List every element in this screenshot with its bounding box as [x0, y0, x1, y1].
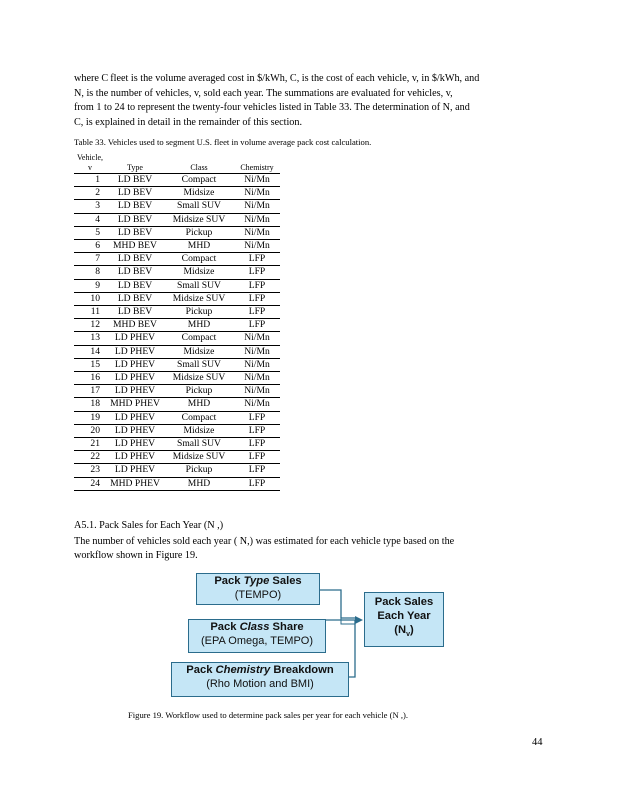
- cell-chemistry: Ni/Mn: [244, 213, 270, 225]
- header-vehicle: Vehicle, v: [77, 153, 103, 172]
- cell-type: LD BEV: [117, 306, 153, 318]
- pack-class-share-box: Pack Class Share (EPA Omega, TEMPO): [188, 619, 326, 653]
- cell-type: LD PHEV: [114, 438, 156, 450]
- cell-class: Pickup: [185, 306, 213, 318]
- intro-line-2: N, is the number of vehicles, v, sold each year. The summations are evaluated for vehicles, v,: [74, 87, 453, 99]
- cell-type: LD PHEV: [114, 464, 156, 476]
- header-class: Class: [190, 163, 208, 172]
- cell-class: Compact: [181, 253, 217, 265]
- cell-class: MHD: [187, 398, 211, 410]
- cell-class: MHD: [187, 240, 211, 252]
- cell-class: Small SUV: [177, 358, 221, 370]
- pack-type-sales-box: Pack Type Sales (TEMPO): [196, 573, 320, 605]
- cell-class: Small SUV: [177, 438, 221, 450]
- section-heading: A5.1. Pack Sales for Each Year (N ,): [74, 520, 224, 531]
- figure-caption: Figure 19. Workflow used to determine pack sales per year for each vehicle (N ,).: [128, 710, 409, 720]
- cell-class: Midsize: [183, 424, 215, 436]
- header-chemistry: Chemistry: [240, 163, 274, 172]
- cell-class: Midsize SUV: [172, 451, 226, 463]
- table-row: [74, 345, 280, 358]
- cell-type: MHD BEV: [113, 319, 157, 331]
- cell-vehicle: 7: [95, 253, 100, 265]
- cell-class: Pickup: [185, 226, 213, 238]
- cell-vehicle: 21: [90, 438, 100, 450]
- table-row: [74, 358, 280, 371]
- cell-vehicle: 2: [95, 187, 100, 199]
- cell-vehicle: 4: [95, 213, 100, 225]
- cell-chemistry: LFP: [248, 306, 266, 318]
- cell-class: Midsize SUV: [172, 213, 226, 225]
- cell-chemistry: LFP: [248, 424, 266, 436]
- cell-chemistry: LFP: [248, 451, 266, 463]
- cell-chemistry: LFP: [248, 266, 266, 278]
- table-row: [74, 411, 280, 424]
- cell-vehicle: 23: [90, 464, 100, 476]
- table-row: [74, 266, 280, 279]
- cell-class: Pickup: [185, 464, 213, 476]
- cell-vehicle: 22: [90, 451, 100, 463]
- cell-chemistry: LFP: [248, 292, 266, 304]
- cell-type: MHD BEV: [113, 240, 157, 252]
- cell-class: Midsize SUV: [172, 292, 226, 304]
- table-row: [74, 306, 280, 319]
- cell-class: Pickup: [185, 385, 213, 397]
- cell-vehicle: 10: [90, 292, 100, 304]
- cell-chemistry: LFP: [248, 253, 266, 265]
- table-row: [74, 451, 280, 464]
- section-paragraph: [74, 535, 454, 563]
- cell-vehicle: 9: [95, 279, 100, 291]
- table-row: [74, 477, 280, 490]
- cell-type: MHD PHEV: [110, 477, 160, 489]
- cell-chemistry: Ni/Mn: [244, 358, 270, 370]
- table-row: [74, 438, 280, 451]
- page-number: 44: [532, 737, 543, 748]
- table-row: [74, 319, 280, 332]
- cell-chemistry: Ni/Mn: [244, 398, 270, 410]
- pack-sales-each-year-box: Pack Sales Each Year $(N_v)$: [364, 592, 444, 647]
- intro-paragraph: [74, 72, 544, 130]
- table-body: [74, 174, 280, 491]
- table-row: [74, 200, 280, 213]
- cell-class: Midsize SUV: [172, 372, 226, 384]
- intro-line-3: from 1 to 24 to represent the twenty-four vehicles listed in Table 33. The determination of N, and: [74, 102, 470, 113]
- cell-class: Small SUV: [177, 200, 221, 212]
- cell-class: Compact: [181, 411, 217, 423]
- cell-type: LD BEV: [117, 200, 153, 212]
- section-line-2: workflow shown in Figure 19.: [74, 550, 198, 561]
- cell-type: LD BEV: [117, 253, 153, 265]
- table-row: [74, 226, 280, 239]
- table-row: [74, 332, 280, 345]
- cell-type: LD BEV: [117, 292, 153, 304]
- cell-class: Midsize: [183, 187, 215, 199]
- table-row: [74, 174, 280, 187]
- cell-class: Compact: [181, 332, 217, 344]
- cell-chemistry: Ni/Mn: [244, 187, 270, 199]
- table-row: [74, 279, 280, 292]
- cell-chemistry: Ni/Mn: [244, 174, 270, 185]
- cell-class: Compact: [181, 174, 217, 185]
- cell-vehicle: 20: [90, 424, 100, 436]
- cell-vehicle: 1: [95, 174, 100, 185]
- cell-chemistry: Ni/Mn: [244, 345, 270, 357]
- cell-type: LD BEV: [117, 266, 153, 278]
- cell-chemistry: Ni/Mn: [244, 240, 270, 252]
- cell-vehicle: 11: [90, 306, 100, 318]
- table-row: [74, 424, 280, 437]
- cell-chemistry: Ni/Mn: [244, 200, 270, 212]
- cell-type: LD BEV: [117, 213, 153, 225]
- table-header-row: [74, 153, 280, 174]
- section-line-1: The number of vehicles sold each year ( N,) was estimated for each vehicle type based on the: [74, 536, 455, 547]
- cell-vehicle: 16: [90, 372, 100, 384]
- cell-chemistry: LFP: [248, 411, 266, 423]
- table-row: [74, 213, 280, 226]
- cell-type: LD PHEV: [114, 385, 156, 397]
- pack-chemistry-breakdown-box: Pack Chemistry Breakdown (Rho Motion and BMI): [171, 662, 349, 697]
- cell-vehicle: 14: [90, 345, 100, 357]
- cell-vehicle: 3: [95, 200, 100, 212]
- cell-chemistry: LFP: [248, 279, 266, 291]
- cell-type: MHD PHEV: [110, 398, 160, 410]
- cell-class: MHD: [187, 319, 211, 331]
- table-row: [74, 372, 280, 385]
- cell-vehicle: 18: [90, 398, 100, 410]
- table-row: [74, 240, 280, 253]
- cell-chemistry: Ni/Mn: [244, 332, 270, 344]
- cell-vehicle: 6: [95, 240, 100, 252]
- cell-type: LD PHEV: [114, 411, 156, 423]
- cell-class: MHD: [187, 477, 211, 489]
- cell-vehicle: 19: [90, 411, 100, 423]
- intro-line-1: where C fleet is the volume averaged cost in $/kWh, C, is the cost of each vehicle, v, in $/kWh, and: [74, 73, 480, 84]
- table-row: [74, 385, 280, 398]
- cell-vehicle: 15: [90, 358, 100, 370]
- cell-chemistry: LFP: [248, 477, 266, 489]
- cell-type: LD PHEV: [114, 358, 156, 370]
- cell-type: LD PHEV: [114, 372, 156, 384]
- cell-chemistry: LFP: [248, 438, 266, 450]
- table-row: [74, 292, 280, 305]
- cell-vehicle: 24: [90, 477, 100, 489]
- cell-class: Midsize: [183, 266, 215, 278]
- cell-type: LD BEV: [117, 226, 153, 238]
- cell-vehicle: 12: [90, 319, 100, 331]
- cell-type: LD PHEV: [114, 345, 156, 357]
- cell-type: LD PHEV: [114, 332, 156, 344]
- intro-line-4: C, is explained in detail in the remainder of this section.: [74, 116, 303, 128]
- cell-chemistry: LFP: [248, 319, 266, 331]
- cell-vehicle: 8: [95, 266, 100, 278]
- cell-vehicle: 13: [90, 332, 100, 344]
- cell-chemistry: Ni/Mn: [244, 226, 270, 238]
- cell-type: LD BEV: [117, 174, 153, 185]
- cell-vehicle: 5: [95, 226, 100, 238]
- cell-vehicle: 17: [90, 385, 100, 397]
- cell-chemistry: Ni/Mn: [244, 385, 270, 397]
- header-type: Type: [127, 163, 143, 172]
- cell-class: Midsize: [183, 345, 215, 357]
- cell-type: LD PHEV: [114, 451, 156, 463]
- table-row: [74, 464, 280, 477]
- cell-type: LD BEV: [117, 187, 153, 199]
- cell-chemistry: LFP: [248, 464, 266, 476]
- table-caption: Table 33. Vehicles used to segment U.S. fleet in volume average pack cost calculation.: [74, 137, 372, 147]
- cell-type: LD PHEV: [114, 424, 156, 436]
- cell-class: Small SUV: [177, 279, 221, 291]
- cell-type: LD BEV: [117, 279, 153, 291]
- table-row: [74, 398, 280, 411]
- cell-chemistry: Ni/Mn: [244, 372, 270, 384]
- table-row: [74, 253, 280, 266]
- table-row: [74, 187, 280, 200]
- vehicles-table: [74, 153, 280, 491]
